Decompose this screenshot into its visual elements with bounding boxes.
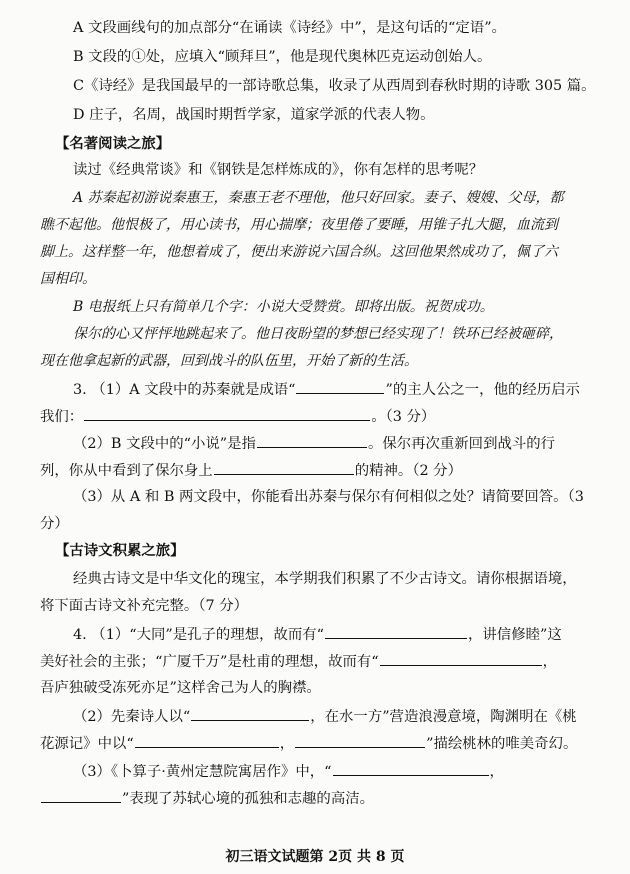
question-4-3 [73, 761, 504, 782]
answer-blank[interactable] [296, 379, 384, 394]
passage-b-line: 保尔的心又怦怦地跳起来了。他日夜盼望的梦想已经实现了！铁环已经被砸碎， [73, 326, 563, 342]
question-text: 的精神。（2 分） [354, 463, 462, 479]
answer-blank[interactable] [295, 733, 425, 748]
answer-blank[interactable] [333, 761, 489, 776]
question-4-2 [73, 706, 577, 727]
question-text: 4. （1）“大同”是孔子的理想，故而有“ [73, 627, 325, 643]
answer-blank[interactable] [135, 733, 279, 748]
reading-intro: 读过《经典常谈》和《钢铁是怎样炼成的》，你有怎样的思考呢？ [73, 162, 484, 178]
question-text: ，讲信修睦”这 [468, 627, 562, 643]
question-4-2-cont [40, 733, 577, 754]
question-text: ”描绘桃林的唯美奇幻。 [426, 736, 578, 752]
question-text: ， [489, 764, 504, 780]
answer-blank[interactable] [41, 788, 121, 803]
question-3-3: （3）从 A 和 B 两文段中，你能看出苏秦与保尔有何相似之处？请简要回答。（3 [73, 489, 584, 505]
passage-b-line: 现在他拿起新的武器，回到战斗的队伍里，开始了新的生活。 [40, 353, 418, 369]
question-3-3-cont: 分） [40, 516, 69, 532]
answer-blank[interactable] [257, 433, 367, 448]
section-heading-reading: 【名著阅读之旅】 [55, 135, 171, 152]
question-text: ，在水一方”营造浪漫意境，陶渊明在《桃 [310, 709, 577, 725]
question-text: ”表现了苏轼心境的孤独和志趣的高洁。 [122, 791, 374, 807]
option-a: A 文段画线句的加点部分“在诵读《诗经》中”，是这句话的“定语”。 [73, 20, 506, 36]
question-4-1-end: 吾庐独破受冻死亦足”这样舍己为人的胸襟。 [40, 680, 321, 696]
question-3-2 [73, 433, 555, 454]
question-4-3-cont [40, 788, 374, 809]
question-text: （2）先秦诗人以“ [73, 709, 191, 725]
answer-blank[interactable] [380, 651, 542, 666]
passage-b-line: B 电报纸上只有简单几个字：小说大受赞赏。即将出版。祝贺成功。 [73, 299, 494, 315]
question-3-1-cont [40, 406, 435, 427]
question-text: 列，你从中看到了保尔身上 [40, 463, 213, 479]
question-text: （2）B 文段中的“小说”是指 [73, 436, 256, 452]
option-d: D 庄子，名周，战国时期哲学家，道家学派的代表人物。 [73, 107, 435, 123]
question-text: ， [542, 654, 558, 670]
section-heading-poetry: 【古诗文积累之旅】 [55, 542, 185, 559]
question-3-1 [73, 379, 580, 400]
question-text: 我们： [40, 409, 84, 425]
question-3-2-cont [40, 460, 462, 481]
passage-a-line: 脚上。这样整一年，他想着成了，便出来游说六国合纵。这回他果然成功了，佩了六 [40, 244, 558, 260]
passage-a-line: 瞧不起他。他恨极了，用心读书，用心揣摩；夜里倦了要睡，用锥子扎大腿，血流到 [40, 217, 558, 233]
question-text: （3）《卜算子·黄州定慧院寓居作》中，“ [73, 764, 332, 780]
answer-blank[interactable] [325, 624, 467, 639]
question-4-1-cont [40, 651, 557, 672]
page-footer: 初三语文试题第 2页 共 8 页 [225, 849, 405, 865]
passage-a-line: A 苏秦起初游说秦惠王，秦惠王老不理他，他只好回家。妻子、嫂嫂、父母，都 [73, 190, 564, 206]
question-text: 。（3 分） [371, 409, 436, 425]
question-text: 。保尔再次重新回到战斗的行 [367, 436, 556, 452]
answer-blank[interactable] [84, 406, 370, 421]
option-b: B 文段的①处，应填入“顾拜旦”，他是现代奥林匹克运动创始人。 [73, 49, 492, 65]
question-text: 花源记》中以“ [40, 736, 134, 752]
option-c: C《诗经》是我国最早的一部诗歌总集，收录了从西周到春秋时期的诗歌 305 篇。 [73, 78, 596, 94]
answer-blank[interactable] [214, 460, 354, 475]
poetry-intro-cont: 将下面古诗文补充完整。（7 分） [40, 598, 248, 614]
passage-a-line: 国相印。 [40, 271, 96, 287]
poetry-intro: 经典古诗文是中华文化的瑰宝，本学期我们积累了不少古诗文。请你根据语境， [73, 571, 577, 587]
question-text: ”的主人公之一，他的经历启示 [385, 382, 580, 398]
question-text: ， [279, 736, 295, 752]
question-text: 3. （1）A 文段中的苏秦就是成语“ [73, 382, 296, 398]
answer-blank[interactable] [191, 706, 309, 721]
question-text: 美好社会的主张；“广厦千万”是杜甫的理想，故而有“ [40, 654, 379, 670]
question-4-1 [73, 624, 562, 645]
